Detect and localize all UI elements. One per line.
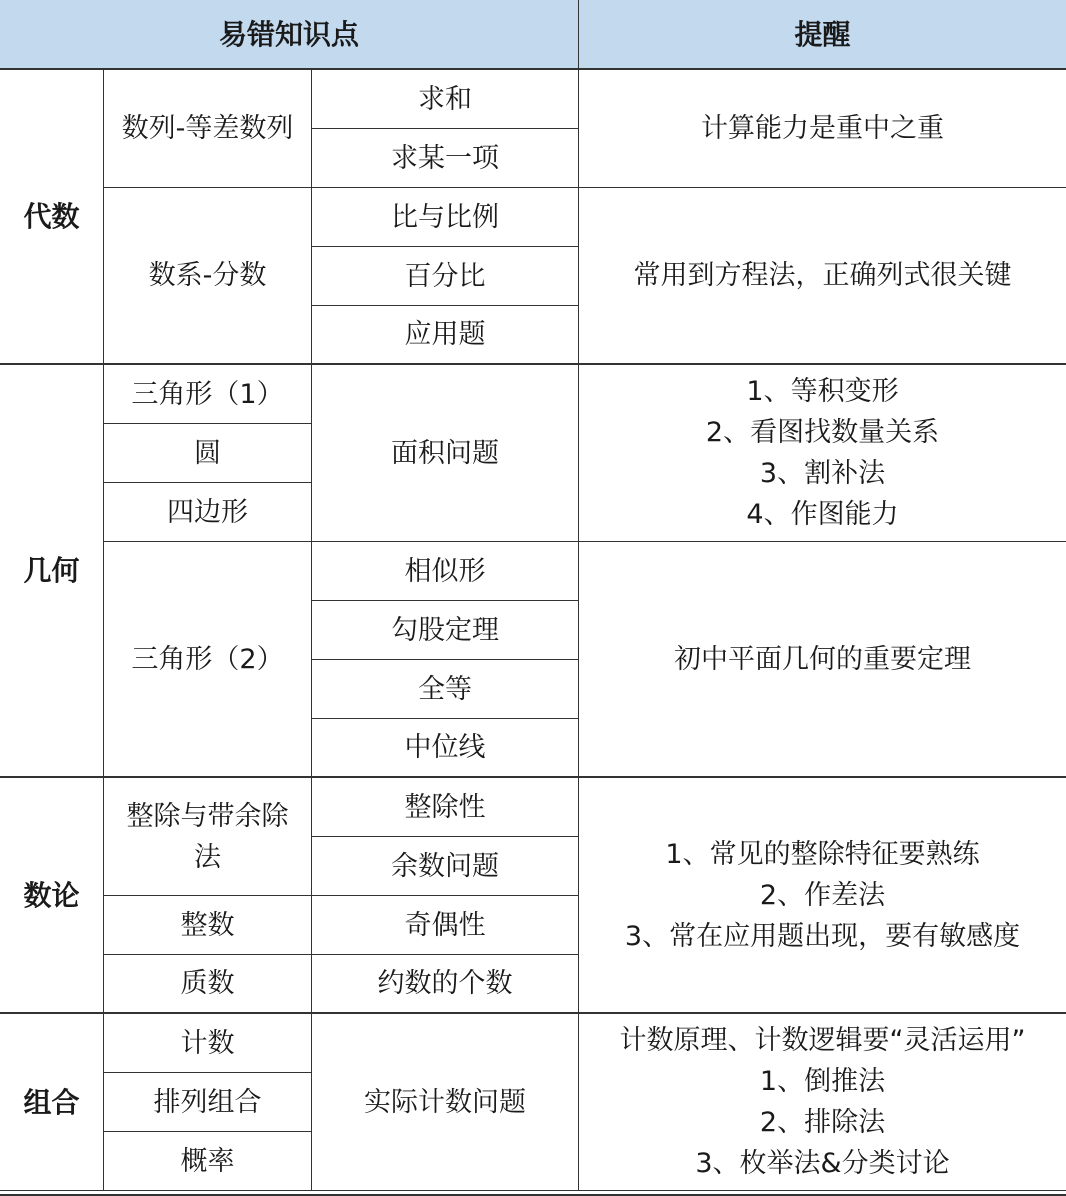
sub-circle: 圆 bbox=[104, 424, 312, 483]
sub-triangle-2: 三角形（2） bbox=[104, 542, 312, 778]
tip-combinatorics-line-3: 2、排除法 bbox=[759, 1107, 886, 1138]
item-ratio: 比与比例 bbox=[312, 188, 579, 247]
sub-integers: 整数 bbox=[104, 896, 312, 955]
item-similar-figures: 相似形 bbox=[312, 542, 579, 601]
item-congruence: 全等 bbox=[312, 660, 579, 719]
tip-number-theory bbox=[579, 778, 1066, 1014]
tip-area-line-4: 4、作图能力 bbox=[746, 499, 899, 530]
tip-number-theory-line-1: 1、常见的整除特征要熟练 bbox=[665, 838, 980, 870]
tip-area bbox=[579, 365, 1066, 542]
sub-triangle-1: 三角形（1） bbox=[104, 365, 312, 424]
sub-probability: 概率 bbox=[104, 1132, 312, 1191]
topic-counting-problems: 实际计数问题 bbox=[312, 1014, 579, 1191]
tip-number-theory-line-3: 3、常在应用题出现，要有敏感度 bbox=[624, 920, 1021, 952]
item-divisibility: 整除性 bbox=[312, 778, 579, 837]
item-remainder: 余数问题 bbox=[312, 837, 579, 896]
item-midline: 中位线 bbox=[312, 719, 579, 778]
item-sum: 求和 bbox=[312, 70, 579, 129]
sub-divisibility-line-1: 整除与带余除 bbox=[126, 800, 289, 832]
tip-combinatorics-line-1: 计数原理、计数逻辑要“灵活运用” bbox=[619, 1025, 1026, 1056]
tip-combinatorics-line-2: 1、倒推法 bbox=[759, 1066, 886, 1097]
sub-arithmetic-sequence: 数列-等差数列 bbox=[104, 70, 312, 188]
topic-area-problems: 面积问题 bbox=[312, 365, 579, 542]
category-number-theory: 数论 bbox=[0, 778, 104, 1014]
item-pythagorean: 勾股定理 bbox=[312, 601, 579, 660]
tip-number-theory-line-2: 2、作差法 bbox=[759, 879, 886, 911]
sub-quadrilateral: 四边形 bbox=[104, 483, 312, 542]
sub-fractions: 数系-分数 bbox=[104, 188, 312, 365]
sub-divisibility bbox=[104, 778, 312, 896]
tip-area-line-1: 1、等积变形 bbox=[746, 376, 899, 407]
header-error-prone-points: 易错知识点 bbox=[0, 0, 579, 70]
sub-permutations: 排列组合 bbox=[104, 1073, 312, 1132]
item-word-problems: 应用题 bbox=[312, 306, 579, 365]
category-combinatorics: 组合 bbox=[0, 1014, 104, 1191]
tip-area-line-3: 3、割补法 bbox=[759, 458, 886, 489]
header-reminder: 提醒 bbox=[579, 0, 1066, 70]
sub-divisibility-line-2: 法 bbox=[194, 841, 221, 873]
tip-fractions: 常用到方程法，正确列式很关键 bbox=[579, 188, 1066, 365]
tip-area-line-2: 2、看图找数量关系 bbox=[705, 417, 940, 448]
item-nth-term: 求某一项 bbox=[312, 129, 579, 188]
tip-plane-geometry: 初中平面几何的重要定理 bbox=[579, 542, 1066, 778]
tip-sequence: 计算能力是重中之重 bbox=[579, 70, 1066, 188]
tip-combinatorics bbox=[579, 1014, 1066, 1191]
sub-primes: 质数 bbox=[104, 955, 312, 1014]
item-divisor-count: 约数的个数 bbox=[312, 955, 579, 1014]
category-algebra: 代数 bbox=[0, 70, 104, 365]
sub-counting: 计数 bbox=[104, 1014, 312, 1073]
item-percentage: 百分比 bbox=[312, 247, 579, 306]
item-parity: 奇偶性 bbox=[312, 896, 579, 955]
category-geometry: 几何 bbox=[0, 365, 104, 778]
tip-combinatorics-line-4: 3、枚举法&分类讨论 bbox=[695, 1148, 950, 1179]
